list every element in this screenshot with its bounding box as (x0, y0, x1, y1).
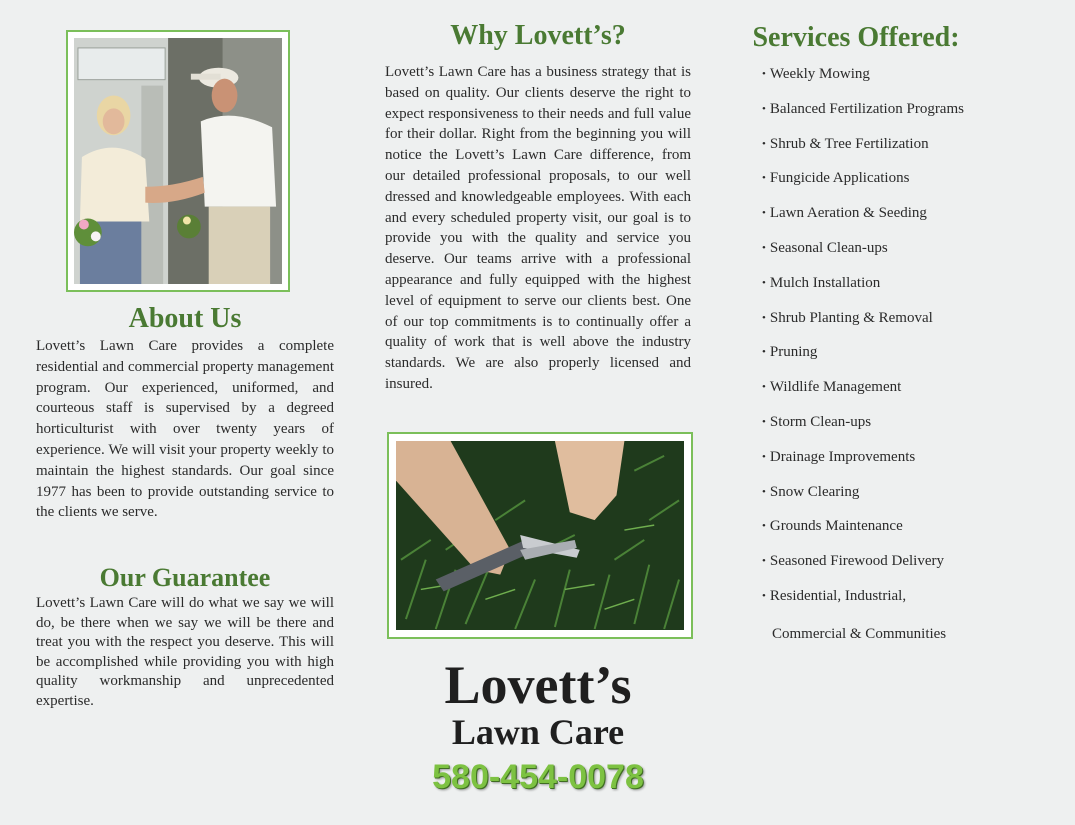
bullet-icon: • (762, 346, 766, 359)
service-item (762, 168, 964, 203)
service-item (762, 586, 964, 621)
service-item (762, 447, 964, 482)
services-heading: Services Offered: (752, 22, 960, 53)
bullet-icon: • (762, 485, 766, 498)
service-label: Seasoned Firewood Delivery (769, 553, 944, 570)
about-us-heading: About Us (128, 303, 242, 334)
service-label: Lawn Aeration & Seeding (769, 205, 927, 222)
pruning-photo (387, 432, 693, 639)
bullet-icon: • (762, 381, 766, 394)
brand-name: Lovett’s (444, 655, 632, 715)
service-label: Mulch Installation (769, 274, 881, 291)
why-heading: Why Lovett’s? (450, 20, 626, 51)
phone-number: 580-454-0078 (432, 758, 644, 796)
service-item (762, 342, 964, 377)
services-list (762, 64, 964, 621)
service-label: Balanced Fertilization Programs (769, 100, 964, 117)
bullet-icon: • (762, 589, 766, 602)
bullet-icon: • (762, 241, 766, 254)
service-label: Fungicide Applications (769, 170, 910, 187)
services-continued: Commercial & Communities (772, 626, 947, 642)
service-item (762, 99, 964, 134)
service-item (762, 482, 964, 517)
brand-logo (385, 655, 691, 752)
service-item (762, 551, 964, 586)
pruning-illustration (396, 441, 684, 630)
bullet-icon: • (762, 276, 766, 289)
service-item (762, 377, 964, 412)
bullet-icon: • (762, 172, 766, 185)
bullet-icon: • (762, 207, 766, 220)
service-item (762, 134, 964, 169)
handshake-photo (66, 30, 290, 292)
service-label: Snow Clearing (769, 483, 860, 500)
service-label: Wildlife Management (769, 379, 902, 396)
service-label: Drainage Improvements (769, 448, 916, 465)
guarantee-heading: Our Guarantee (99, 563, 271, 592)
brand-subtitle: Lawn Care (451, 712, 625, 752)
service-label: Weekly Mowing (769, 66, 870, 82)
bullet-icon: • (762, 102, 766, 115)
service-item (762, 516, 964, 551)
bullet-icon: • (762, 68, 766, 80)
service-item (762, 308, 964, 343)
bullet-icon: • (762, 450, 766, 463)
bullet-icon: • (762, 311, 766, 324)
service-item (762, 203, 964, 238)
service-label: Grounds Maintenance (769, 518, 903, 535)
guarantee-text: Lovett’s Lawn Care will do what we say we will do, be there when we say we will be there and treat you with the respect you deserve. This will be accomplished while providing you with high quality workmanship and unprecedented expertise. (36, 595, 334, 709)
handshake-illustration (74, 38, 282, 284)
service-label: Pruning (769, 344, 818, 361)
service-label: Shrub & Tree Fertilization (769, 135, 929, 152)
bullet-icon: • (762, 555, 766, 568)
about-us-text: Lovett’s Lawn Care provides a complete residential and commercial property management program. Our experienced, uniformed, and courteous staff is supervised by a degreed horticulturist with over twenty years of experience. We will visit your property weekly to maintain the highest standards. Our goal since 1977 has been to provide outstanding service to the clients we serve. (36, 338, 334, 521)
service-label: Seasonal Clean-ups (769, 239, 888, 256)
bullet-icon: • (762, 137, 766, 150)
service-item (762, 273, 964, 308)
service-item (762, 238, 964, 273)
service-label: Shrub Planting & Removal (769, 309, 933, 326)
service-label: Storm Clean-ups (769, 413, 872, 430)
bullet-icon: • (762, 415, 766, 428)
why-text: Lovett’s Lawn Care has a business strategy that is based on quality. Our clients deserve the right to expect responsiveness to their needs and full value for their dollar. Right from the beginning you will notice the Lovett’s Lawn Care difference, from our detailed professional proposals, to our well dressed and knowledgeable employees. With each and every scheduled property visit, our goal is to provide you with the quality and service you deserve. Our teams arrive with a professional appearance and fully equipped with the highest level of equipment to serve our clients best. One of our top commitments is to continually offer a quality of work that is well above the industry standards. We are also properly licensed and insured. (385, 64, 691, 392)
service-label: Residential, Industrial, (769, 587, 907, 604)
bullet-icon: • (762, 520, 766, 533)
service-item (762, 64, 964, 99)
service-item (762, 412, 964, 447)
